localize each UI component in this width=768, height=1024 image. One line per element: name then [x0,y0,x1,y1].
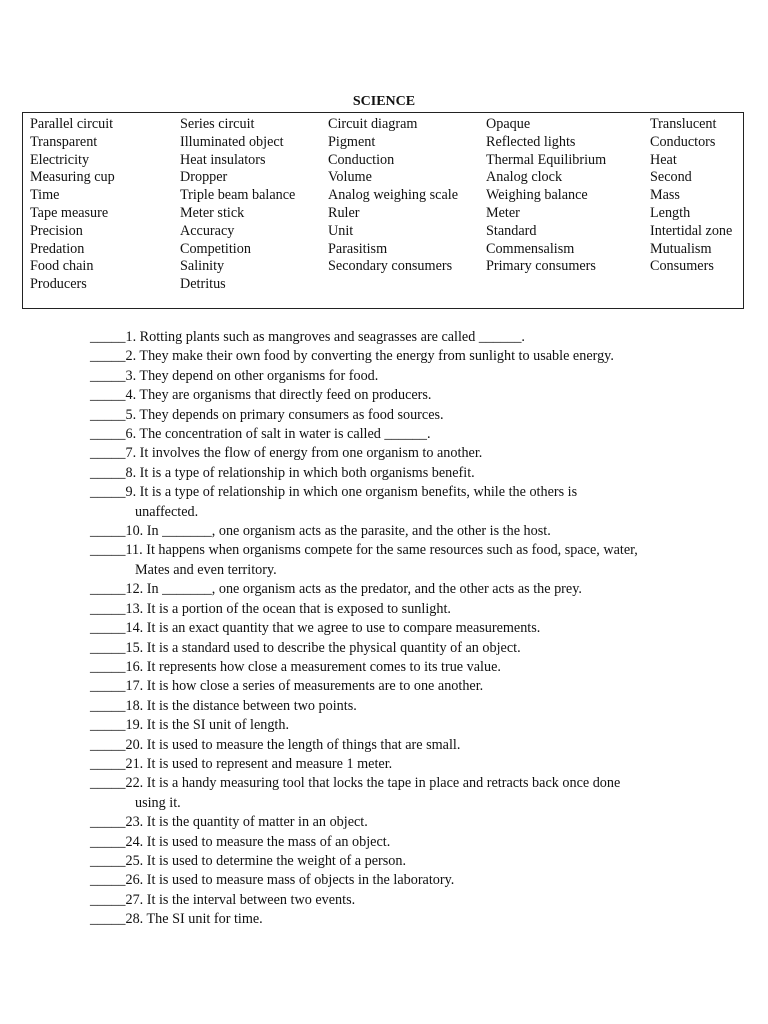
question-text: _____24. It is used to measure the mass of an object. [90,833,391,850]
word-bank-term: Meter stick [180,205,245,221]
word-bank-term: Transparent [30,133,98,150]
word-bank-term: Time [30,187,60,204]
word-bank-row [23,275,743,293]
word-bank-term: Translucent [650,116,717,132]
question-item [90,639,750,658]
word-bank-term: Weighing balance [486,187,588,204]
question-item [90,736,750,755]
question-text: _____3. They depend on other organisms for food. [90,367,379,384]
question-item [90,891,750,910]
question-item [90,386,750,405]
question-item [90,910,750,929]
question-item [90,580,750,599]
question-item [90,774,750,813]
word-bank-term: Commensalism [486,240,575,257]
question-text: _____1. Rotting plants such as mangroves and seagrasses are called ______. [90,329,525,345]
question-item [90,813,750,832]
word-bank-term: Length [650,205,691,221]
word-bank-row [23,257,743,275]
question-text: _____27. It is the interval between two events. [90,891,356,908]
question-text: _____19. It is the SI unit of length. [90,717,290,734]
word-bank-term: Accuracy [180,222,235,239]
word-bank-term: Analog clock [486,169,563,186]
word-bank-term: Parallel circuit [30,116,114,132]
word-bank-term: Primary consumers [486,258,596,275]
word-bank-row [23,204,743,222]
word-bank-term: Conduction [328,151,395,168]
word-bank-row [23,168,743,186]
word-bank-term: Illuminated object [180,133,284,150]
question-item [90,347,750,366]
word-bank-term: Heat [650,151,677,168]
word-bank-term: Triple beam balance [180,187,296,204]
word-bank-term: Predation [30,240,85,257]
word-bank-term: Intertidal zone [650,222,733,239]
question-text: _____15. It is a standard used to describe the physical quantity of an object. [90,639,521,656]
question-item [90,852,750,871]
question-item [90,716,750,735]
word-bank-term: Volume [328,169,372,186]
question-text: _____21. It is used to represent and measure 1 meter. [90,755,393,772]
word-bank-row [23,222,743,240]
word-bank-term: Heat insulators [180,151,266,168]
word-bank-term: Second [650,169,692,186]
word-bank-term: Reflected lights [486,133,576,150]
question-text-continuation: using it. [135,794,181,811]
question-item [90,677,750,696]
question-text: _____17. It is how close a series of measurements are to one another. [90,678,484,695]
question-text: _____18. It is the distance between two points. [90,697,357,714]
question-text: _____28. The SI unit for time. [90,911,263,928]
word-bank-term: Standard [486,222,537,239]
question-text: _____5. They depends on primary consumers as food sources. [90,406,444,423]
question-item [90,444,750,463]
question-item [90,600,750,619]
word-bank-term: Electricity [30,151,90,168]
word-bank-term: Tape measure [30,205,109,221]
question-item [90,619,750,638]
question-item [90,871,750,890]
question-text: _____23. It is the quantity of matter in an object. [90,814,368,831]
question-text: _____25. It is used to determine the weight of a person. [90,852,406,869]
word-bank-term: Precision [30,222,83,239]
question-text: _____11. It happens when organisms compete for the same resources such as food, space, water, [90,542,638,559]
question-text: _____13. It is a portion of the ocean that is exposed to sunlight. [90,600,451,617]
word-bank-term: Pigment [328,133,376,150]
word-bank-term: Producers [30,276,87,293]
word-bank-row [23,115,743,133]
word-bank-term: Conductors [650,133,716,150]
question-list [90,328,750,930]
question-item [90,464,750,483]
question-text: _____12. In _______, one organism acts as the predator, and the other acts as the prey. [90,581,582,598]
question-text-continuation: unaffected. [135,503,199,520]
word-bank-term: Thermal Equilibrium [486,151,607,168]
question-item [90,697,750,716]
word-bank-term: Measuring cup [30,169,115,186]
question-text: _____22. It is a handy measuring tool that locks the tape in place and retracts back once done [90,775,621,792]
question-text: _____6. The concentration of salt in water is called ______. [90,426,431,443]
word-bank-term: Dropper [180,169,228,186]
word-bank-term: Secondary consumers [328,258,453,275]
question-text: _____9. It is a type of relationship in which one organism benefits, while the others is [90,484,578,501]
question-item [90,658,750,677]
word-bank-term: Meter [486,205,520,221]
question-text: _____20. It is used to measure the length of things that are small. [90,736,461,753]
question-item [90,328,750,347]
word-bank-term: Mutualism [650,240,712,257]
question-item [90,425,750,444]
word-bank-row [23,133,743,151]
question-text-continuation: Mates and even territory. [135,561,277,578]
word-bank-term: Mass [650,187,680,204]
question-text: _____4. They are organisms that directly feed on producers. [90,387,432,404]
question-item [90,833,750,852]
question-item [90,406,750,425]
word-bank-term: Ruler [328,205,360,221]
question-text: _____2. They make their own food by converting the energy from sunlight to usable energy. [90,348,614,365]
word-bank-row [23,186,743,204]
question-text: _____26. It is used to measure mass of objects in the laboratory. [90,872,455,889]
word-bank-term: Detritus [180,276,226,293]
question-item [90,367,750,386]
question-text: _____14. It is an exact quantity that we agree to use to compare measurements. [90,620,541,637]
question-text: _____16. It represents how close a measurement comes to its true value. [90,658,501,675]
word-bank-term: Competition [180,240,251,257]
word-bank-term: Analog weighing scale [328,187,459,204]
word-bank-term: Unit [328,222,354,239]
word-bank-term: Parasitism [328,240,388,257]
word-bank-term: Food chain [30,258,94,275]
word-bank-term: Salinity [180,258,225,275]
word-bank-row [23,151,743,169]
question-item [90,541,750,580]
question-text: _____7. It involves the flow of energy from one organism to another. [90,445,483,462]
word-bank-term: Series circuit [180,116,255,132]
word-bank-term: Opaque [486,116,531,132]
word-bank-row [23,240,743,258]
question-item [90,522,750,541]
worksheet-title: SCIENCE [352,94,416,109]
question-item [90,483,750,522]
question-text: _____8. It is a type of relationship in which both organisms benefit. [90,464,475,481]
word-bank-term: Consumers [650,258,714,275]
question-item [90,755,750,774]
word-bank [22,112,744,309]
question-text: _____10. In _______, one organism acts as the parasite, and the other is the host. [90,523,551,540]
word-bank-term: Circuit diagram [328,116,418,132]
